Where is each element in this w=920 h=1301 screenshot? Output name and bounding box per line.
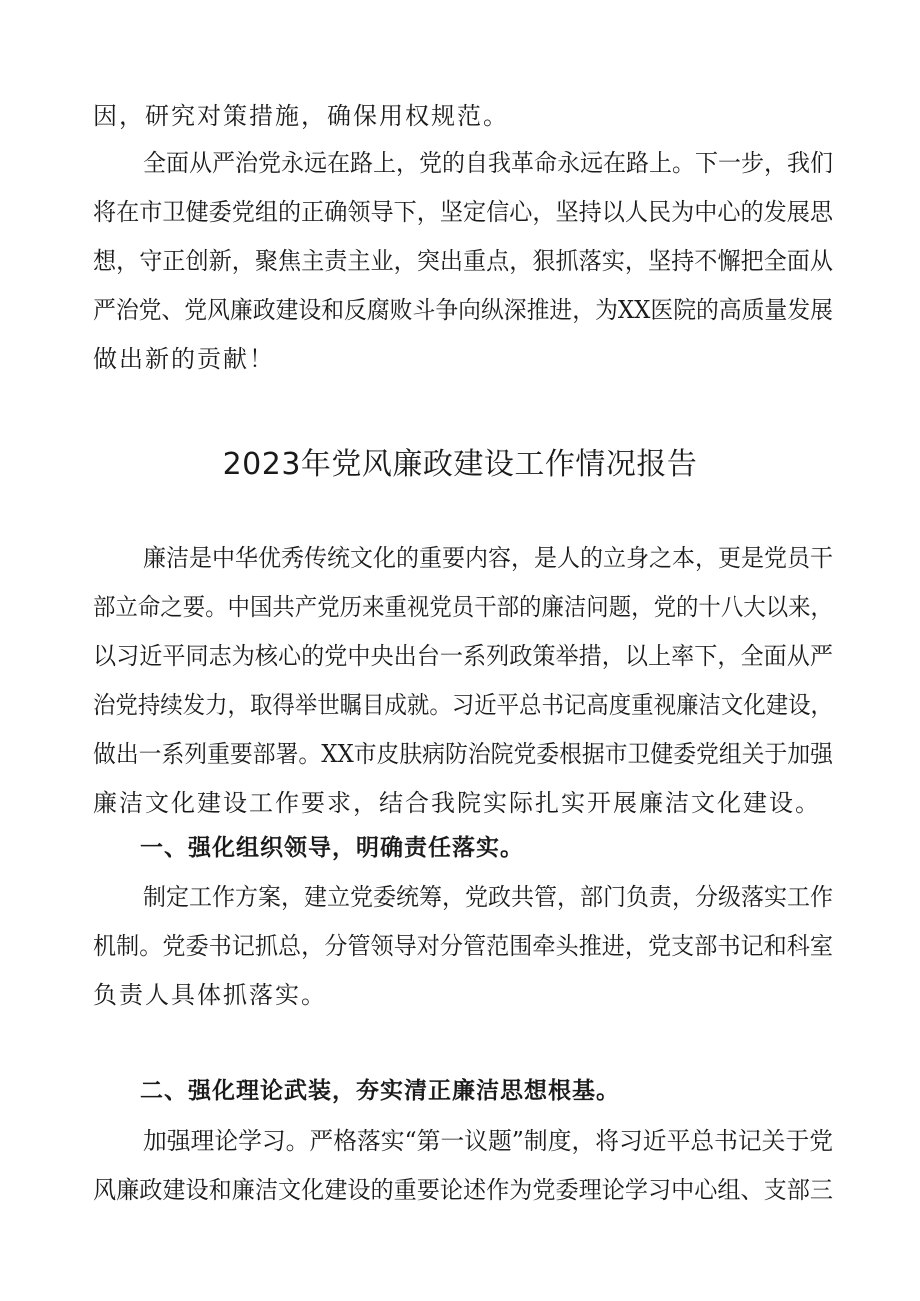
intro-paragraph-line: 廉洁是中华优秀传统文化的重要内容，是人的立身之本，更是党员干	[143, 544, 833, 572]
intro-paragraph-line: 部立命之要。中国共产党历来重视党员干部的廉洁问题，党的十八大以来，	[93, 593, 833, 621]
section1-heading: 一、强化组织领导，明确责任落实。	[140, 835, 524, 861]
closing-paragraph-line: 想，守正创新，聚焦主责主业，突出重点，狠抓落实，坚持不懈把全面从	[93, 247, 833, 275]
section1-paragraph-line: 机制。党委书记抓总，分管领导对分管范围牵头推进，党支部书记和科室	[93, 932, 833, 960]
intro-paragraph-line: 廉洁文化建设工作要求，结合我院实际扎实开展廉洁文化建设。	[93, 789, 821, 817]
closing-paragraph-line: 做出新的贡献！	[93, 345, 275, 373]
section2-heading: 二、强化理论武装，夯实清正廉洁思想根基。	[140, 1078, 620, 1104]
section1-paragraph-line: 负责人具体抓落实。	[93, 981, 327, 1009]
intro-paragraph-line: 治党持续发力，取得举世瞩目成就。习近平总书记高度重视廉洁文化建设，	[93, 691, 833, 719]
section2-paragraph-line: 加强理论学习。严格落实“第一议题”制度，将习近平总书记关于党	[143, 1127, 833, 1155]
report-title: 2023年党风廉政建设工作情况报告	[222, 447, 698, 482]
closing-paragraph-line: 将在市卫健委党组的正确领导下，坚定信心，坚持以人民为中心的发展思	[93, 198, 833, 226]
intro-paragraph-line: 以习近平同志为核心的党中央出台一系列政策举措，以上率下，全面从严	[93, 642, 833, 670]
section2-paragraph-line: 风廉政建设和廉洁文化建设的重要论述作为党委理论学习中心组、支部三	[93, 1176, 833, 1204]
continuation-line: 因，研究对策措施，确保用权规范。	[93, 102, 509, 130]
intro-paragraph-line: 做出一系列重要部署。XX市皮肤病防治院党委根据市卫健委党组关于加强	[93, 740, 833, 768]
section1-paragraph-line: 制定工作方案，建立党委统筹，党政共管，部门负责，分级落实工作	[143, 883, 833, 911]
closing-paragraph-line: 全面从严治党永远在路上，党的自我革命永远在路上。下一步，我们	[143, 149, 833, 177]
closing-paragraph-line: 严治党、党风廉政建设和反腐败斗争向纵深推进，为XX医院的高质量发展	[93, 296, 833, 324]
